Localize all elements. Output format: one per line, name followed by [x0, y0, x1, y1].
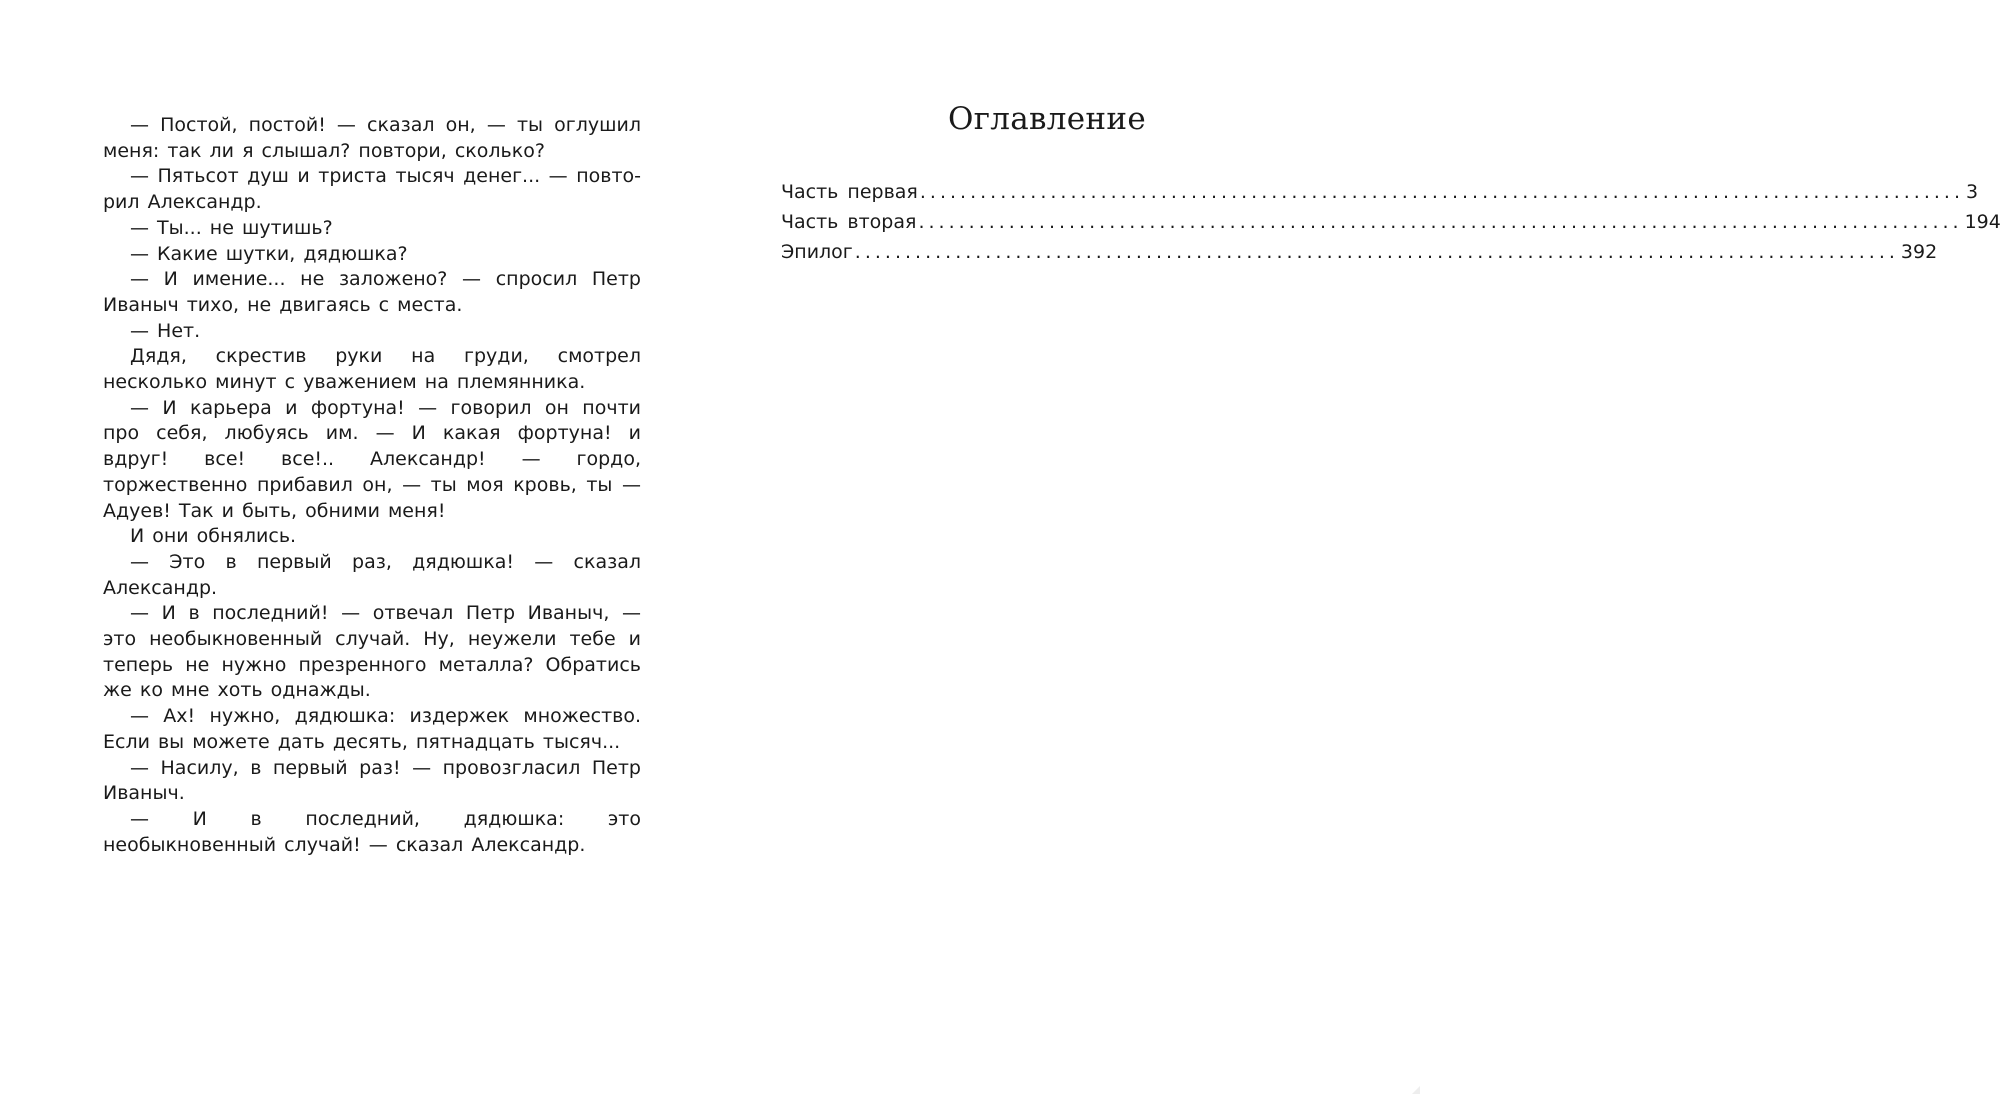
toc-entry-page: 194: [1964, 211, 2001, 233]
paragraph: — И в последний! — отвечал Петр Иваныч, — это необыкновенный случай. Ну, неужели тебе и теперь не нужно презренного металла? Обратись же ко мне хоть однажды.: [103, 602, 641, 702]
toc-leader-dots: ........................................................................................................: [918, 211, 1963, 233]
paragraph: — Какие шутки, дядюшка?: [130, 242, 408, 265]
toc-entry-page: 392: [1900, 241, 1938, 263]
page-corner-mark: [1412, 1086, 1420, 1094]
paragraph: — И в последний, дядюшка: это необыкновенный случай! — сказал Александр.: [103, 807, 641, 856]
paragraph: — И имение... не заложено? — спросил Петр Иваныч тихо, не двигаясь с места.: [103, 268, 641, 316]
toc-title: Оглавление: [948, 101, 1146, 137]
toc-entry-part-two[interactable]: [781, 207, 2001, 237]
toc-entry-label: Эпилог: [781, 241, 853, 263]
paragraph: — Постой, постой! — сказал он, — ты оглушил меня: так ли я слышал? повтори, сколько?: [103, 114, 641, 162]
paragraph: — Нет.: [130, 319, 201, 342]
paragraph: — Насилу, в первый раз! — провозгласил Петр Иваныч.: [103, 756, 641, 805]
toc-entry-epilogue[interactable]: [781, 237, 1938, 267]
left-page: [103, 113, 641, 858]
paragraph: — Ты... не шутишь?: [130, 216, 333, 239]
paragraph: — Это в первый раз, дядюшка! — сказал Александр.: [103, 550, 641, 599]
toc-entry-part-one[interactable]: [781, 177, 1979, 207]
toc-leader-dots: ........................................................................................................: [919, 181, 1964, 203]
toc-entry-page: 3: [1966, 181, 1979, 203]
toc-entry-label: Часть первая: [781, 181, 918, 203]
paragraph: — И карьера и фортуна! — говорил он почти про себя, любуясь им. — И какая фортуна! и вдруг! все! все!.. Александр! — гордо, торжественно прибавил он, — ты моя кровь, ты — Адуев! Так и быть, обними меня!: [103, 396, 641, 522]
paragraph: И они обнялись.: [130, 525, 297, 548]
toc-entry-label: Часть вторая: [781, 211, 917, 233]
right-page: [781, 99, 2001, 267]
table-of-contents: [781, 177, 2001, 267]
toc-leader-dots: ........................................................................................................: [854, 241, 1899, 263]
paragraph: Дядя, скрестив руки на груди, смотрел несколько минут с уважением на племянника.: [103, 345, 641, 394]
paragraph: — Пятьсот душ и триста тысяч денег... — повторил Александр.: [103, 165, 641, 214]
paragraph: — Ах! нужно, дядюшка: издержек множество. Если вы можете дать десять, пятнадцать тысяч...: [103, 705, 641, 753]
